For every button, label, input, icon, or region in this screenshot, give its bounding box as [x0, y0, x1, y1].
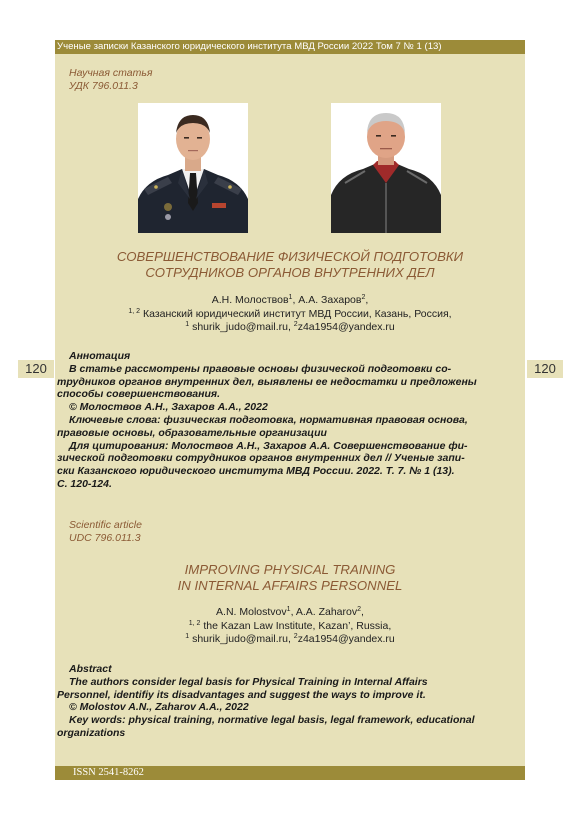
en-title: [55, 562, 525, 594]
author-photo-zakharov: [331, 103, 441, 233]
ru-citation-line2: зической подготовки сотрудников органов внутренних дел // Ученые запи-: [57, 452, 465, 465]
ru-keywords-line1: Ключевые слова: физическая подготовка, нормативная правовая основа,: [69, 413, 468, 426]
ru-affiliation: Казанский юридический институт МВД России, Казань, Россия,: [143, 307, 452, 320]
ru-title-line2: СОТРУДНИКОВ ОРГАНОВ ВНУТРЕННИХ ДЕЛ: [145, 265, 435, 280]
en-authors: [55, 606, 525, 647]
en-keywords-line1: Key words: physical training, normative legal basis, legal framework, educational: [69, 714, 475, 727]
ru-author1: А.Н. Молоствов: [211, 294, 289, 306]
en-abstract-heading: Abstract: [69, 663, 112, 675]
ru-affiliation-line: $^{1, 2}$ Казанский юридический институт МВД России, Казань, Россия,: [128, 307, 452, 320]
ru-authors: [55, 294, 525, 335]
en-article-meta: [69, 519, 142, 544]
en-abstract-block: [57, 663, 524, 740]
ru-citation-line4: С. 120-124.: [57, 477, 112, 490]
en-title-line2: IN INTERNAL AFFAIRS PERSONNEL: [177, 578, 403, 593]
en-keywords-line2: organizations: [57, 726, 126, 739]
ru-citation-line3: ски Казанского юридического института МВД России. 2022. Т. 7. № 1 (13).: [57, 465, 455, 478]
en-udc: UDC 796.011.3: [69, 531, 141, 544]
ru-copyright: © Молоствов А.Н., Захаров А.А., 2022: [69, 401, 268, 414]
journal-header-text: Ученые записки Казанского юридического института МВД России 2022 Том 7 № 1 (13): [57, 41, 442, 52]
ru-title-line1: СОВЕРШЕНСТВОВАНИЕ ФИЗИЧЕСКОЙ ПОДГОТОВКИ: [116, 249, 464, 264]
ru-abstract-heading: Аннотация: [69, 350, 131, 362]
ru-abstract-block: [57, 350, 524, 491]
footer-bar: [55, 766, 525, 780]
en-author1: A.N. Molostvov: [216, 606, 287, 618]
ru-abstract-line3: способы совершенствования.: [57, 388, 220, 401]
ru-author-names: А.Н. Молоствов$^1$, А.А. Захаров$^2$,: [211, 294, 369, 306]
ru-email2: z4a1954@yandex.ru: [297, 321, 395, 333]
ru-keywords-line2: правовые основы, образовательные организации: [57, 426, 327, 439]
issn-text: ISSN 2541-8262: [73, 767, 144, 778]
en-abstract-line1: The authors consider legal basis for Physical Training in Internal Affairs: [69, 675, 428, 688]
ru-article-type: Научная статья: [69, 67, 153, 79]
ru-email1: shurik_judo@mail.ru,: [192, 321, 291, 333]
en-title-line1: IMPROVING PHYSICAL TRAINING: [184, 562, 396, 577]
ru-citation-line1: Для цитирования: Молоствов А.Н., Захаров А.А. Совершенствование фи-: [69, 439, 468, 452]
en-affiliation-line: $^{1, 2}$ the Kazan Law Institute, Kazan’, Russia,: [188, 619, 392, 632]
en-author-names: A.N. Molostvov$^1$, A.A. Zaharov$^2$,: [216, 606, 364, 618]
ru-author2: А.А. Захаров: [298, 294, 362, 306]
en-copyright: © Molostov A.N., Zaharov A.A., 2022: [69, 701, 249, 714]
ru-udc: УДК 796.011.3: [69, 79, 138, 92]
en-affiliation: the Kazan Law Institute, Kazan’, Russia,: [203, 619, 392, 632]
ru-article-meta: [69, 67, 153, 92]
author-photo-molostvov: [138, 103, 248, 233]
en-email2: z4a1954@yandex.ru: [297, 633, 395, 645]
man-portrait-icon: [331, 103, 441, 233]
page-number-left: 120: [18, 360, 54, 378]
en-abstract-line2: Personnel, identifiy its disadvantages and suggest the ways to improve it.: [57, 688, 426, 701]
en-email1: shurik_judo@mail.ru,: [192, 633, 291, 645]
page-number-right: 120: [527, 360, 563, 378]
officer-portrait-icon: [138, 103, 248, 233]
en-article-type: Scientific article: [69, 519, 142, 531]
ru-title: [55, 249, 525, 281]
ru-emails: $^1$ shurik_judo@mail.ru, $^2$z4a1954@yandex.ru: [185, 321, 395, 333]
ru-abstract-line1: В статье рассмотрены правовые основы физической подготовки со-: [69, 362, 452, 375]
en-author2: A.A. Zaharov: [295, 606, 358, 618]
journal-header-bar: [55, 40, 525, 54]
en-emails: $^1$ shurik_judo@mail.ru, $^2$z4a1954@yandex.ru: [185, 633, 395, 645]
ru-abstract-line2: трудников органов внутренних дел, выявлены ее недостатки и предложены: [57, 375, 477, 388]
